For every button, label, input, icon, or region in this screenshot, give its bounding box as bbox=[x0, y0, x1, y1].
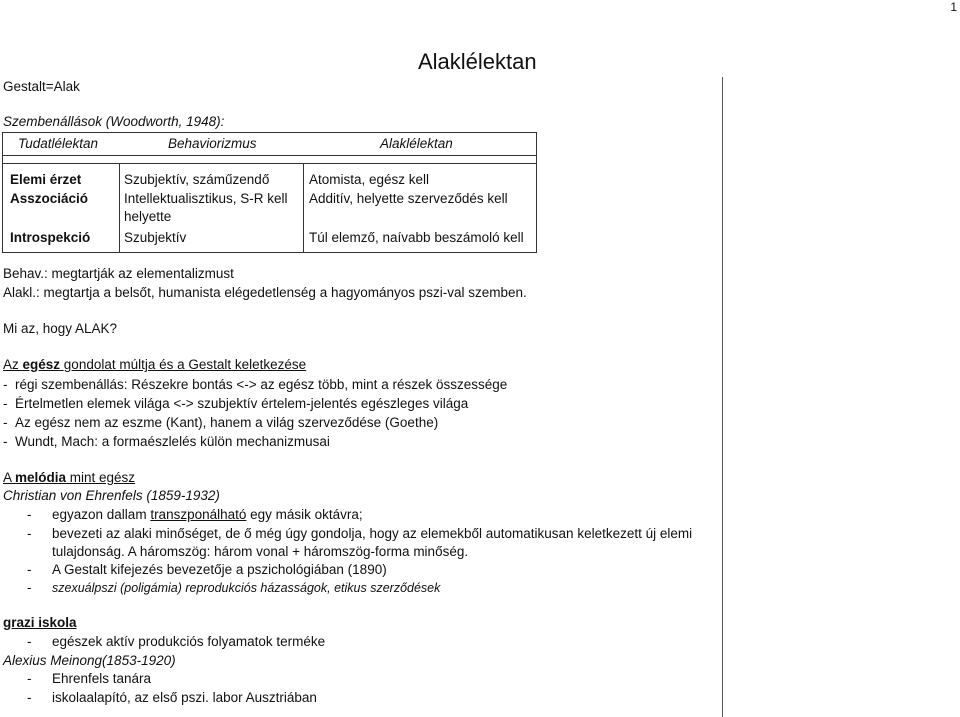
list-item: Ehrenfels tanára bbox=[52, 671, 152, 686]
list-item: - Az egész nem az eszme (Kant), hanem a világ szerveződése (Goethe) bbox=[3, 415, 439, 430]
list-item: A Gestalt kifejezés bevezetője a pszichológiában (1890) bbox=[52, 562, 387, 577]
alakl-note: Alakl.: megtartja a belsőt, humanista elégedetlenség a hagyományos pszi-val szemben. bbox=[3, 285, 527, 300]
whole-heading: Az egész gondolat múltja és a Gestalt keletkezése bbox=[3, 357, 307, 372]
vertical-rule bbox=[722, 77, 723, 717]
table-cell-alak: Atomista, egész kell bbox=[309, 172, 430, 187]
list-item-cont: tulajdonság. A háromszög: három vonal + háromszög-forma minőség. bbox=[52, 544, 469, 559]
table-divider bbox=[3, 155, 536, 156]
oppositions-heading: Szembenállások (Woodworth, 1948): bbox=[3, 114, 225, 129]
comparison-table bbox=[2, 132, 537, 253]
table-cell-behav: Szubjektív bbox=[124, 230, 187, 245]
list-item: - Wundt, Mach: a formaészlelés külön mechanizmusai bbox=[3, 434, 330, 449]
ehrenfels-author: Christian von Ehrenfels (1859-1932) bbox=[3, 488, 220, 503]
table-column-divider bbox=[119, 163, 120, 252]
table-cell-behav: Szubjektív, száműzendő bbox=[124, 172, 270, 187]
graz-heading: grazi iskola bbox=[3, 615, 77, 630]
table-cell-term: Introspekció bbox=[10, 230, 91, 245]
page-title: Alaklélektan bbox=[418, 49, 537, 74]
table-header-behav: Behaviorizmus bbox=[168, 136, 257, 151]
meinong-author: Alexius Meinong(1853-1920) bbox=[3, 653, 176, 668]
list-item: szexuálpszi (poligámia) reprodukciós házasságok, etikus szerződések bbox=[52, 581, 441, 595]
table-header-tudat: Tudatlélektan bbox=[18, 136, 99, 151]
table-cell-behav-cont: helyette bbox=[124, 209, 172, 224]
list-item: egyazon dallam transzponálható egy másik oktávra; bbox=[52, 507, 363, 522]
table-cell-behav: Intellektualisztikus, S-R kell bbox=[124, 191, 288, 206]
list-item: - régi szembenállás: Részekre bontás <-> az egész több, mint a részek összessége bbox=[3, 377, 508, 392]
table-cell-alak: Túl elemző, naívabb beszámoló kell bbox=[309, 230, 524, 245]
melody-heading: A melódia mint egész bbox=[3, 470, 136, 485]
table-column-divider bbox=[303, 163, 304, 252]
table-header-alak: Alaklélektan bbox=[380, 136, 453, 151]
behav-note: Behav.: megtartják az elementalizmust bbox=[3, 266, 234, 281]
list-item: bevezeti az alaki minőséget, de ő még úgy gondolja, hogy az elemekből automatikusan keletkezett új elemi bbox=[52, 526, 693, 541]
question: Mi az, hogy ALAK? bbox=[3, 321, 118, 336]
table-cell-term: Asszociáció bbox=[10, 191, 89, 206]
list-item: - Értelmetlen elemek világa <-> szubjektív értelem-jelentés egészleges világa bbox=[3, 396, 469, 411]
gestalt-label: Gestalt=Alak bbox=[3, 79, 80, 94]
table-cell-term: Elemi érzet bbox=[10, 172, 82, 187]
list-item: egészek aktív produkciós folyamatok terméke bbox=[52, 634, 326, 649]
list-item: iskolaalapító, az első pszi. labor Ausztriában bbox=[52, 690, 317, 705]
page-number: 1 bbox=[950, 0, 957, 14]
table-divider bbox=[3, 163, 536, 164]
table-cell-alak: Additív, helyette szerveződés kell bbox=[309, 191, 508, 206]
